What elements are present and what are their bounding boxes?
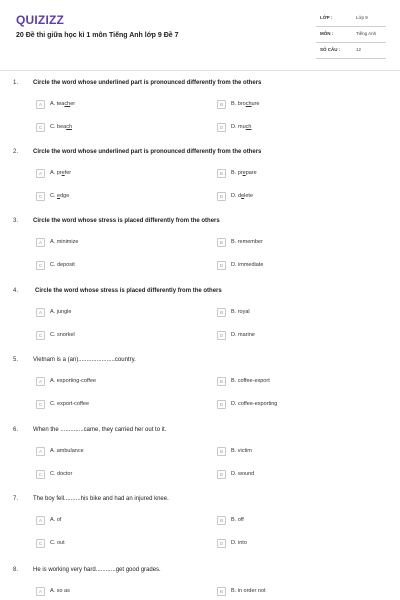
option-text-prefix: A. pr <box>50 170 62 176</box>
option-letter-box[interactable]: A <box>36 100 45 109</box>
option-underlined-part: e <box>61 170 65 176</box>
option-letter-box[interactable]: B <box>217 377 226 386</box>
option-letter-box[interactable]: A <box>36 238 45 247</box>
option-text-prefix: A. minimize <box>50 239 79 245</box>
option-text <box>50 540 65 546</box>
option-text <box>50 239 78 245</box>
option-letter-box[interactable]: B <box>217 587 226 596</box>
meta-label: MÔN : <box>320 31 334 36</box>
option-letter-box[interactable]: C <box>36 261 45 270</box>
option-text <box>50 378 96 384</box>
option-text <box>231 471 254 477</box>
option-underlined-part: ch <box>245 101 252 107</box>
meta-label: SỐ CÂU : <box>320 47 341 52</box>
option-text <box>231 262 263 268</box>
option-text <box>50 588 70 594</box>
option-text-prefix: B. bro <box>231 101 246 107</box>
option-text <box>50 401 89 407</box>
option-letter-box[interactable]: B <box>217 516 226 525</box>
option-text <box>231 378 270 384</box>
header-divider <box>0 70 400 71</box>
option-text <box>231 124 251 130</box>
question-text: The boy fell..........his bike and had an injured knee. <box>33 496 169 502</box>
option-text <box>231 401 277 407</box>
option-letter-box[interactable]: D <box>217 470 226 479</box>
option-letter-box[interactable]: D <box>217 261 226 270</box>
option-text-prefix: B. pr <box>231 170 243 176</box>
option-text <box>50 262 75 268</box>
question-number: 8. <box>13 567 19 573</box>
option-text-prefix: A. so as <box>50 588 70 594</box>
option-underlined-part: ch <box>245 124 252 130</box>
option-letter-box[interactable]: B <box>217 308 226 317</box>
option-underlined-part: e <box>242 170 246 176</box>
option-text <box>50 124 72 130</box>
question-text: Vietnam is a (an)......................country. <box>33 357 136 363</box>
option-text-prefix: D. d <box>231 193 242 199</box>
option-text <box>50 471 72 477</box>
option-letter-box[interactable]: D <box>217 400 226 409</box>
meta-row-class <box>316 13 386 27</box>
option-text <box>231 309 250 315</box>
option-text <box>50 170 71 176</box>
option-letter-box[interactable]: A <box>36 587 45 596</box>
option-text-prefix: B. victim <box>231 448 252 454</box>
option-text <box>231 101 259 107</box>
option-text <box>231 239 263 245</box>
option-text <box>231 448 252 454</box>
option-text-prefix: A. tea <box>50 101 65 107</box>
option-letter-box[interactable]: C <box>36 400 45 409</box>
worksheet-title: 20 Đề thi giữa học kì 1 môn Tiếng Anh lớp 9 Đề 7 <box>16 32 179 39</box>
option-text-prefix: B. remember <box>231 239 263 245</box>
option-letter-box[interactable]: A <box>36 308 45 317</box>
option-text-suffix: er <box>70 101 76 107</box>
question-number: 2. <box>13 149 19 155</box>
option-text-prefix: B. off <box>231 517 244 523</box>
option-text-prefix: A. exporting-coffee <box>50 378 97 384</box>
meta-label: LỚP : <box>320 15 333 20</box>
option-text-prefix: C. out <box>50 540 65 546</box>
option-letter-box[interactable]: D <box>217 192 226 201</box>
option-text-suffix: pare <box>245 170 257 176</box>
option-text-prefix: A. jungle <box>50 309 72 315</box>
option-text <box>50 517 61 523</box>
option-text <box>231 588 266 594</box>
option-text-prefix: C. bea <box>50 124 67 130</box>
question-text: He is working very hard............get good grades. <box>33 567 161 573</box>
question-text: Circle the word whose stress is placed differently from the others <box>35 288 222 294</box>
option-letter-box[interactable]: C <box>36 539 45 548</box>
option-text <box>50 448 84 454</box>
option-text-prefix: D. marine <box>231 332 255 338</box>
worksheet-header <box>0 0 400 70</box>
option-letter-box[interactable]: C <box>36 470 45 479</box>
option-underlined-part: e <box>57 193 61 199</box>
option-text-prefix: B. in order not <box>231 588 266 594</box>
question-text: Circle the word whose stress is placed differently from the others <box>33 218 220 224</box>
question-number: 3. <box>13 218 19 224</box>
option-text-prefix: A. of <box>50 517 62 523</box>
option-text-prefix: A. ambulance <box>50 448 84 454</box>
option-underlined-part: ch <box>64 101 71 107</box>
option-text-suffix: lete <box>244 193 254 199</box>
option-letter-box[interactable]: D <box>217 331 226 340</box>
option-text-prefix: D. wound <box>231 471 255 477</box>
option-letter-box[interactable]: D <box>217 539 226 548</box>
option-text-prefix: C. doctor <box>50 471 73 477</box>
option-text-prefix: D. immediate <box>231 262 264 268</box>
option-text <box>231 517 244 523</box>
option-text <box>50 101 75 107</box>
option-text <box>50 332 75 338</box>
meta-row-subject <box>316 29 386 43</box>
option-letter-box[interactable]: A <box>36 447 45 456</box>
option-text <box>231 170 257 176</box>
option-text-prefix: D. coffee-exporting <box>231 401 278 407</box>
question-number: 6. <box>13 427 19 433</box>
option-text <box>50 193 69 199</box>
option-text <box>231 332 255 338</box>
option-letter-box[interactable]: B <box>217 169 226 178</box>
option-text-prefix: B. coffee-export <box>231 378 270 384</box>
question-text: When the ..............came, they carried her out to it. <box>33 427 167 433</box>
meta-value: Lớp 9 <box>356 15 368 20</box>
option-underlined-part: ch <box>66 124 73 130</box>
option-letter-box[interactable]: B <box>217 238 226 247</box>
option-text-prefix: D. mu <box>231 124 246 130</box>
option-text <box>231 193 253 199</box>
option-text <box>50 309 71 315</box>
meta-value: 12 <box>356 47 362 52</box>
option-text-prefix: B. royal <box>231 309 250 315</box>
option-text-suffix: fer <box>64 170 72 176</box>
option-text-suffix: dge <box>60 193 70 199</box>
option-letter-box[interactable]: C <box>36 192 45 201</box>
option-text-prefix: C. snorkel <box>50 332 75 338</box>
option-underlined-part: e <box>241 193 245 199</box>
option-letter-box[interactable]: A <box>36 377 45 386</box>
option-letter-box[interactable]: B <box>217 447 226 456</box>
question-number: 5. <box>13 357 19 363</box>
question-text: Circle the word whose underlined part is pronounced differently from the others <box>33 80 262 86</box>
option-letter-box[interactable]: C <box>36 331 45 340</box>
option-letter-box[interactable]: A <box>36 516 45 525</box>
option-letter-box[interactable]: D <box>217 123 226 132</box>
option-text-suffix: ure <box>251 101 260 107</box>
question-text: Circle the word whose underlined part is pronounced differently from the others <box>33 149 262 155</box>
option-text-prefix: D. into <box>231 540 247 546</box>
option-text-prefix: C. deposit <box>50 262 75 268</box>
option-letter-box[interactable]: C <box>36 123 45 132</box>
quizizz-logo: QUIZIZZ <box>16 13 65 27</box>
option-text-prefix: C. export-coffee <box>50 401 90 407</box>
question-number: 1. <box>13 80 19 86</box>
option-text <box>231 540 247 546</box>
meta-value: Tiếng Anh <box>356 31 377 36</box>
question-number: 7. <box>13 496 19 502</box>
option-letter-box[interactable]: A <box>36 169 45 178</box>
option-text-prefix: C. <box>50 193 58 199</box>
option-letter-box[interactable]: B <box>217 100 226 109</box>
meta-row-question-count <box>316 45 386 59</box>
question-number: 4. <box>13 288 19 294</box>
